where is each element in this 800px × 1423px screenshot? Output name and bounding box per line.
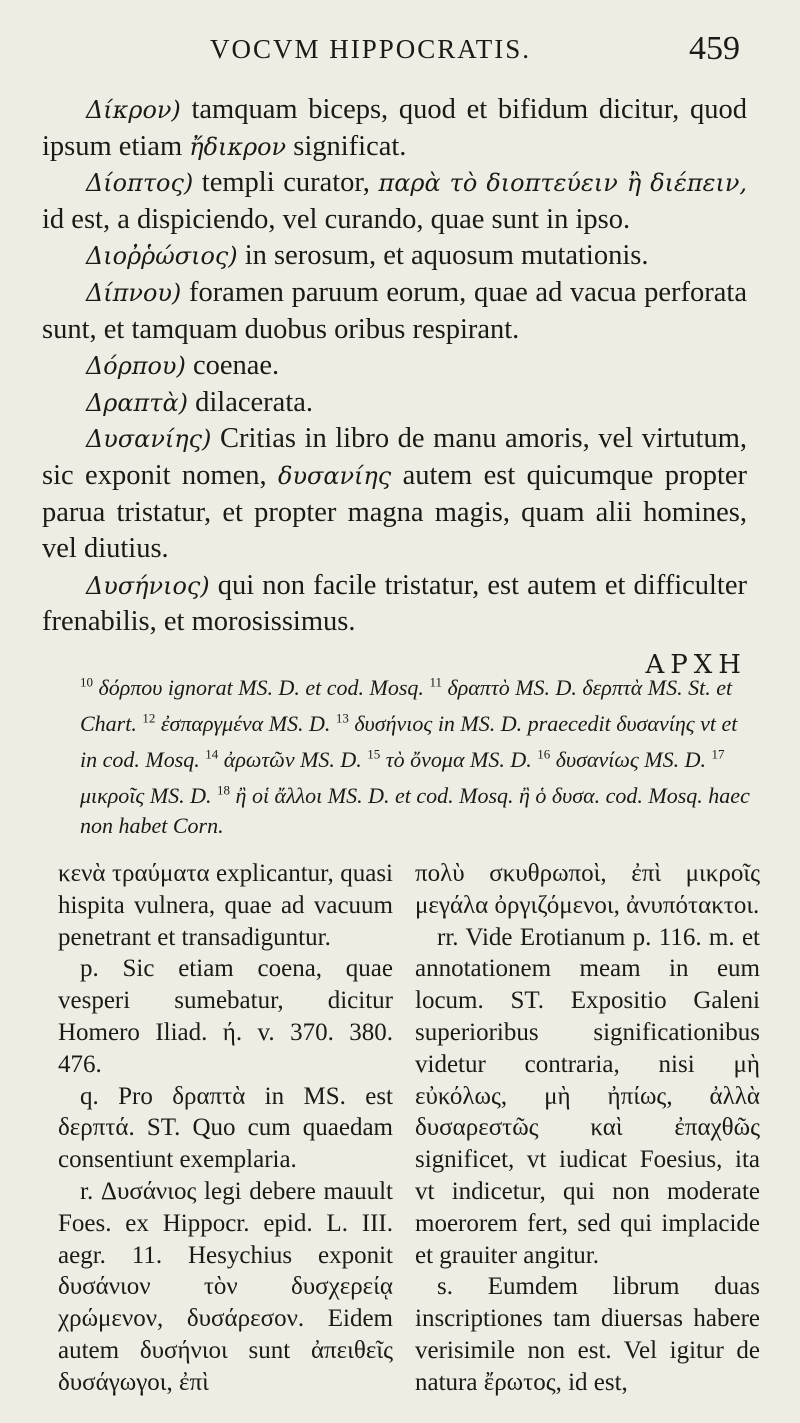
footnote: $^{17}$ μικροῖς MS. D.: [80, 746, 725, 808]
entry-text: dilacerata.: [188, 386, 314, 418]
entry: [42, 568, 747, 641]
entry-term: Δίοπτος): [86, 169, 194, 198]
entry: [42, 238, 747, 275]
commentary-paragraph: q. Pro δραπτὰ in MS. est δερπτά. ST. Quo cum quaedam consentiunt exemplaria.: [58, 1082, 393, 1174]
footnote: $^{13}$ δυσήνιος in MS. D. praecedit δυσανίης vt et in cod. Mosq.: [80, 710, 738, 772]
entry-term: δυσανίης: [278, 461, 392, 490]
footnotes: [80, 668, 750, 842]
section-heading: ΑΡΧΗ: [645, 649, 747, 680]
page-number: 459: [689, 30, 740, 67]
commentary-right-column: [415, 858, 760, 1399]
commentary-paragraph: r. Δυσάνιος legi debere mauult Foes. ex Hippocr. epid. L. III. aegr. 11. Hesychius exponit δυσάνιον τὸν δυσχερείᾳ χρώμενον, δυσάρεσον. Eidem autem δυσήνιοι sunt ἀπειθεῖς δυσάγωγοι, ἐπὶ: [58, 1177, 393, 1396]
entry-term: Δυσανίης): [86, 425, 212, 454]
entry-text: id est, a dispiciendo, vel curando, quae sunt in ipso.: [42, 203, 631, 235]
commentary-left-column: [58, 858, 393, 1399]
commentary-paragraph: p. Sic etiam coena, quae vesperi sumebatur, dicitur Homero Iliad. ή. v. 370. 380. 476.: [58, 955, 393, 1078]
entry-text: templi curator,: [193, 167, 379, 199]
entry-text: tamquam biceps, quod et bifidum dicitur, quod ipsum etiam: [42, 94, 747, 162]
entry-term: ἤδικρον: [189, 132, 287, 161]
main-text: [42, 92, 747, 684]
commentary-paragraph: s. Eumdem librum duas inscriptiones tam diuersas habere verisimile non est. Vel igitur de natura ἔρωτος, id est,: [415, 1273, 760, 1396]
entry-text: coenae.: [185, 350, 280, 382]
running-title: VOCVM HIPPOCRATIS.: [210, 34, 532, 64]
footnote: $^{12}$ ἐσπαργμένα MS. D.: [142, 710, 331, 737]
entry: [42, 275, 747, 348]
entry-term: Δυσήνιος): [86, 571, 210, 600]
entry-text: in serosum, et aquosum mutationis.: [237, 240, 649, 272]
entry-text: Critias in libro de manu amoris, vel virtutum, sic exponit nomen,: [42, 423, 747, 491]
commentary-paragraph: πολὺ σκυθρωποὶ, ἐπὶ μικροῖς μεγάλα ὀργιζόμενοι, ἀνυπότακτοι.: [415, 860, 760, 919]
footnote: $^{15}$ τὸ ὄνομα MS. D.: [367, 746, 532, 772]
entry-term: Διοῤῥώσιος): [86, 242, 238, 271]
entry-term: παρὰ τὸ διοπτεύειν ἢ διέπειν,: [378, 169, 747, 198]
entry-term: Δίπνου): [86, 278, 182, 307]
entry-text: autem est quicumque propter parua tristatur, et propter magna magis, quam alii homines, vel diutius.: [42, 459, 747, 565]
entry-text: significat.: [286, 130, 407, 162]
footnote: $^{10}$ δόρπου ignorat MS. D. et cod. Mosq.: [80, 675, 424, 701]
entry: [42, 385, 747, 422]
entry: [42, 165, 747, 238]
entry-text: qui non facile tristatur, est autem et difficulter frenabilis, et morosissimus.: [42, 569, 747, 638]
entry-text: foramen paruum eorum, quae ad vacua perforata sunt, et tamquam duobus oribus respirant.: [42, 276, 747, 345]
footnote: $^{14}$ ἀρωτῶν MS. D.: [205, 746, 362, 772]
commentary-paragraph: rr. Vide Erotianum p. 116. m. et annotationem meam in eum locum. ST. Expositio Galeni superioribus significationibus videtur contraria, nisi μὴ εὐκόλως, μὴ ἠπίως, ἀλλὰ δυσαρεστῶς καὶ ἐπαχθῶς significet, vt iudicat Foesius, ita vt indicetur, qui non moderate moerorem fert, sed qui implacide et grauiter angitur.: [415, 923, 760, 1269]
footnote: $^{11}$ δραπτὸ MS. D. δερπτὰ MS. St. et Chart.: [80, 675, 733, 737]
entry: [42, 348, 747, 385]
footnote: $^{18}$ ἢ οἱ ἄλλοι MS. D. et cod. Mosq. ἢ ὁ δυσα. cod. Mosq. haec non habet Corn.: [80, 782, 750, 839]
entry-term: Δόρπου): [86, 352, 186, 381]
footnote-block: [80, 668, 750, 842]
entry-term: Δραπτὰ): [86, 388, 189, 417]
commentary-paragraph: κενὰ τραύματα explicantur, quasi hispita vulnera, quae ad vacuum penetrant et transadiguntur.: [58, 860, 393, 951]
footnote: $^{16}$ δυσανίως MS. D.: [537, 746, 707, 772]
entry: [42, 92, 747, 165]
entry-term: Δίκρον): [86, 96, 181, 124]
entry: [42, 421, 747, 567]
running-head: [0, 30, 800, 76]
